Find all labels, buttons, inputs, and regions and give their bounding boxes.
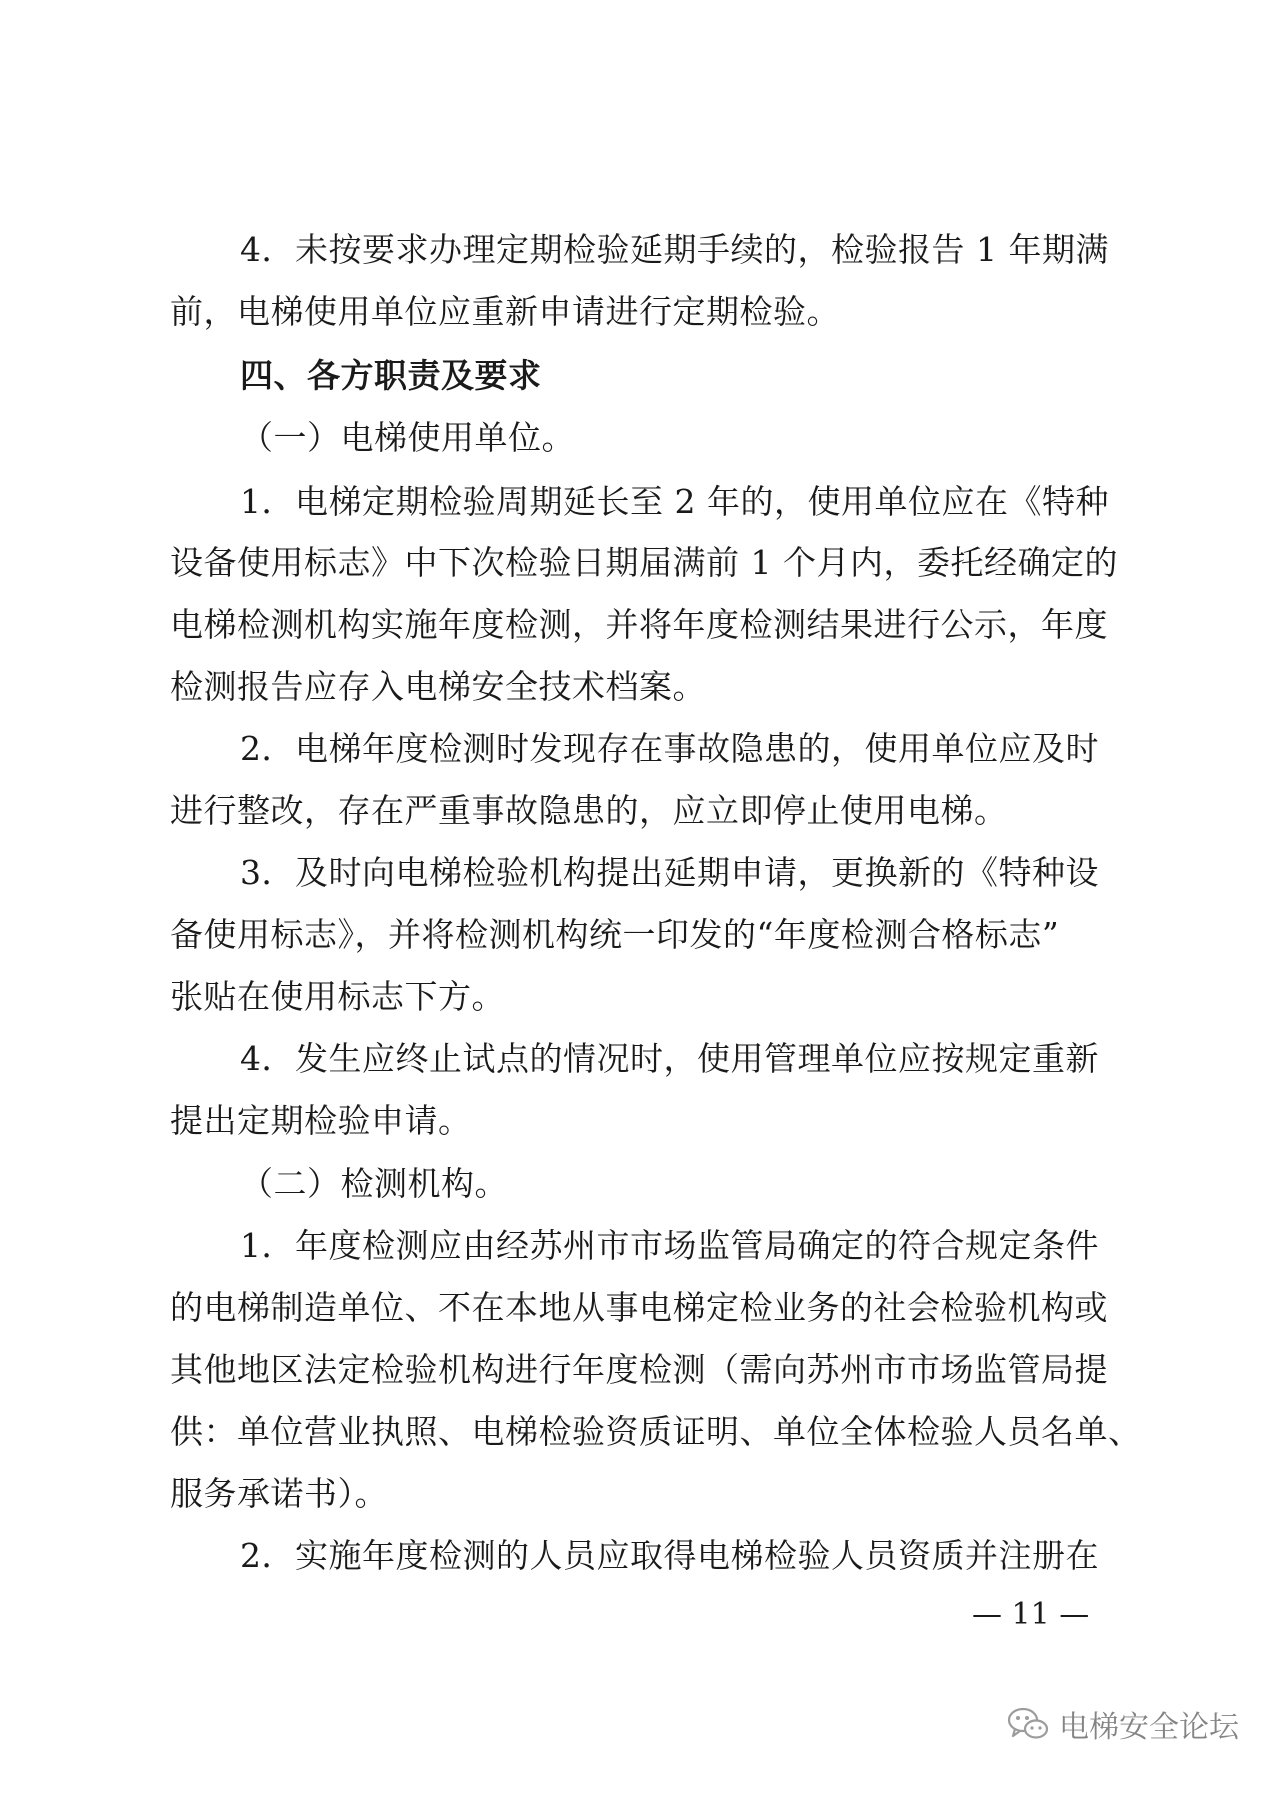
paragraph-line: 供：单位营业执照、电梯检验资质证明、单位全体检验人员名单、 (170, 1412, 1142, 1451)
watermark (1007, 1702, 1239, 1746)
paragraph-line: 3．及时向电梯检验机构提出延期申请，更换新的《特种设 (240, 853, 1099, 892)
subsection-heading: （一）电梯使用单位。 (240, 418, 575, 457)
paragraph-line: 4．未按要求办理定期检验延期手续的，检验报告 1 年期满 (240, 230, 1109, 269)
paragraph-line: 2．实施年度检测的人员应取得电梯检验人员资质并注册在 (240, 1536, 1099, 1575)
subsection-heading: （二）检测机构。 (240, 1164, 508, 1203)
paragraph-line: 检测报告应存入电梯安全技术档案。 (170, 667, 706, 706)
paragraph-line: 张贴在使用标志下方。 (170, 977, 505, 1016)
section-heading: 四、各方职责及要求 (240, 356, 542, 395)
paragraph-line: 前，电梯使用单位应重新申请进行定期检验。 (170, 292, 840, 331)
page-number: — 11 — (972, 1597, 1090, 1632)
paragraph-line: 服务承诺书）。 (170, 1474, 388, 1513)
paragraph-line: 进行整改，存在严重事故隐患的，应立即停止使用电梯。 (170, 791, 1008, 830)
watermark-text: 电梯安全论坛 (1059, 1710, 1239, 1745)
paragraph-line: 4．发生应终止试点的情况时，使用管理单位应按规定重新 (240, 1039, 1099, 1078)
paragraph-line: 备使用标志》，并将检测机构统一印发的“年度检测合格标志” (170, 915, 1060, 954)
paragraph-line: 设备使用标志》中下次检验日期届满前 1 个月内，委托经确定的 (170, 543, 1118, 582)
paragraph-line: 1．年度检测应由经苏州市市场监管局确定的符合规定条件 (240, 1226, 1099, 1265)
paragraph-line: 电梯检测机构实施年度检测，并将年度检测结果进行公示，年度 (170, 605, 1108, 644)
paragraph-line: 1．电梯定期检验周期延长至 2 年的，使用单位应在《特种 (240, 482, 1109, 521)
paragraph-line: 2．电梯年度检测时发现存在事故隐患的，使用单位应及时 (240, 729, 1099, 768)
paragraph-line: 的电梯制造单位、不在本地从事电梯定检业务的社会检验机构或 (170, 1288, 1108, 1327)
wechat-icon (1007, 1706, 1049, 1742)
paragraph-line: 提出定期检验申请。 (170, 1101, 472, 1140)
paragraph-line: 其他地区法定检验机构进行年度检测（需向苏州市市场监管局提 (170, 1350, 1108, 1389)
